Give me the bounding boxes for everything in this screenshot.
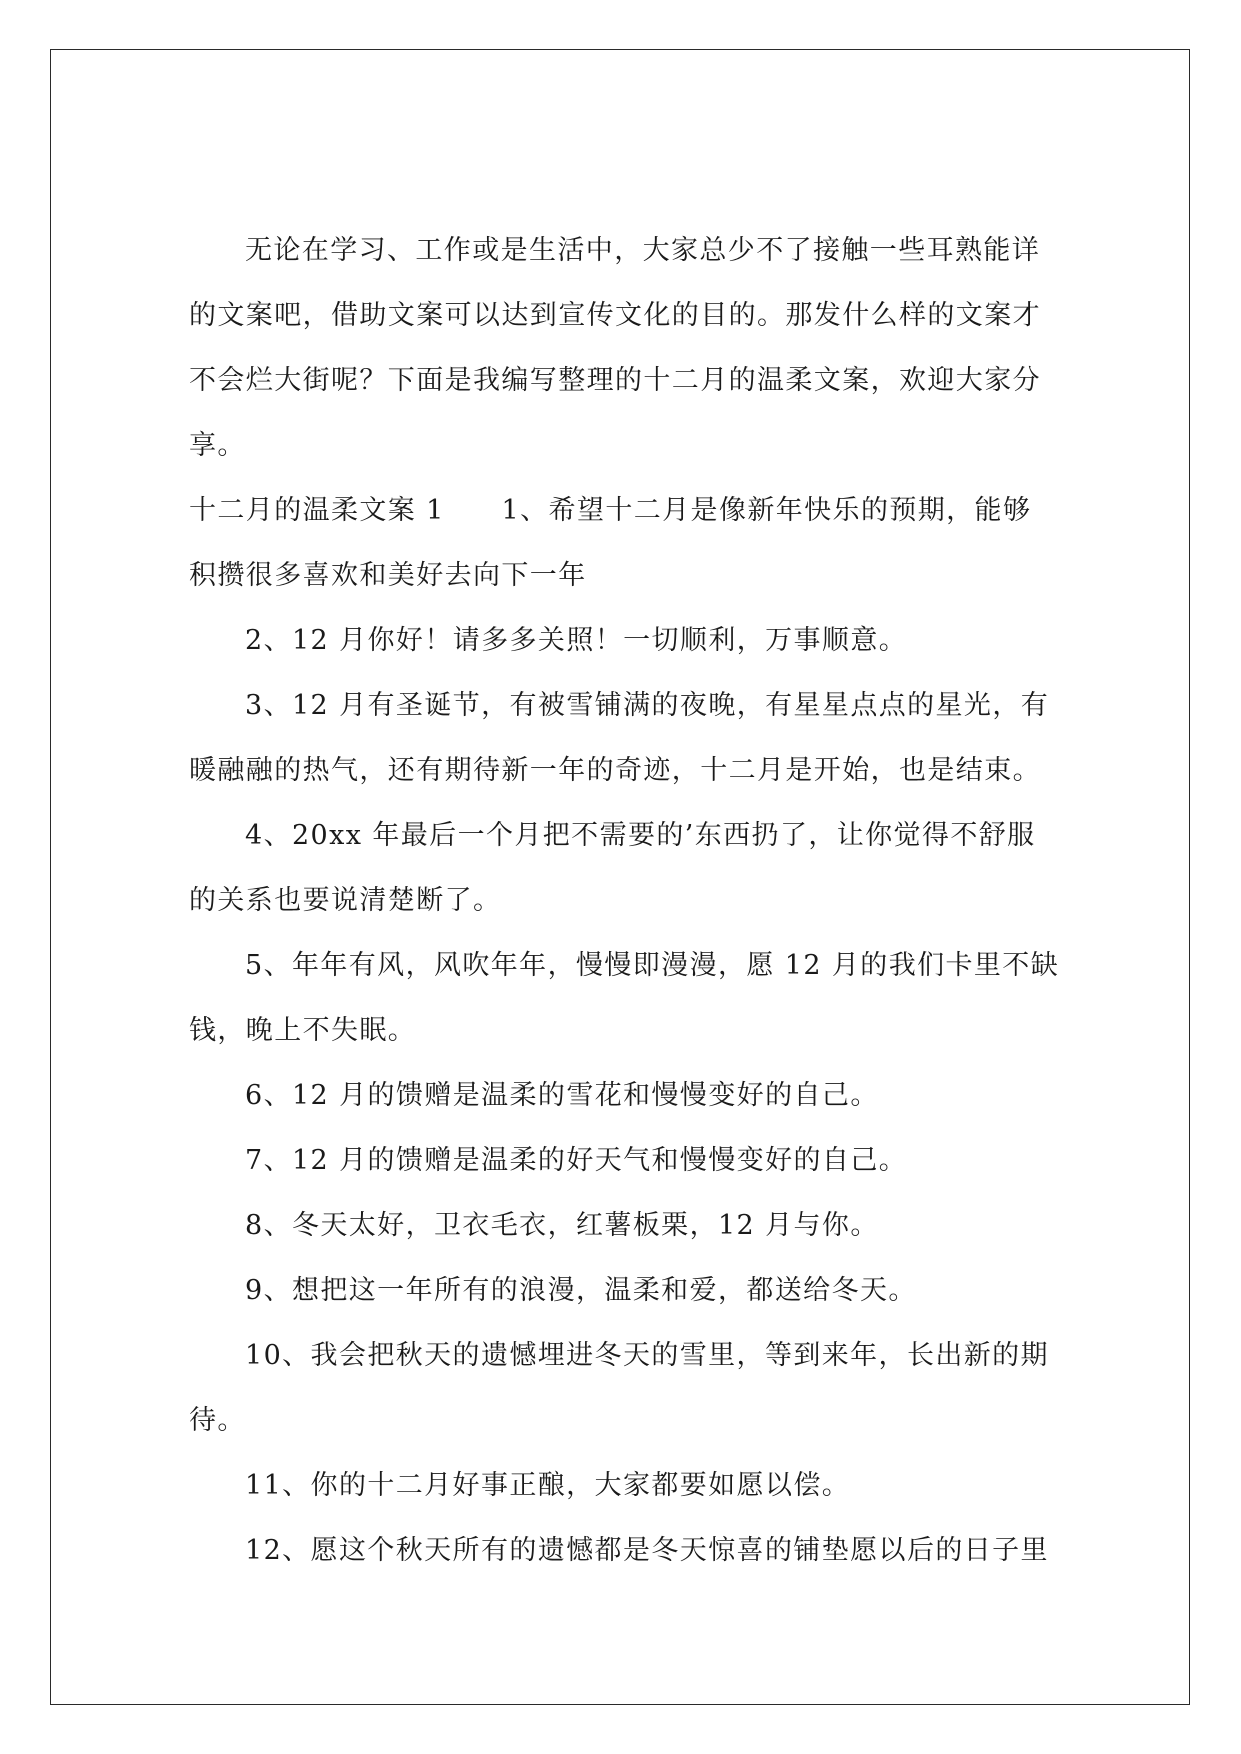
item-10-line-2: 待。 xyxy=(189,1405,246,1436)
item-4-line-2: 的关系也要说清楚断了。 xyxy=(189,885,502,916)
intro-line-4: 享。 xyxy=(189,430,246,461)
intro-line-1: 无论在学习、工作或是生活中，大家总少不了接触一些耳熟能详 xyxy=(245,235,1041,266)
item-3-line-1: 3、12 月有圣诞节，有被雪铺满的夜晚，有星星点点的星光，有 xyxy=(245,690,1050,721)
intro-line-2: 的文案吧，借助文案可以达到宣传文化的目的。那发什么样的文案才 xyxy=(189,300,1041,331)
item-9: 9、想把这一年所有的浪漫，温柔和爱，都送给冬天。 xyxy=(245,1275,917,1306)
item-11: 11、你的十二月好事正酿，大家都要如愿以偿。 xyxy=(245,1470,851,1501)
section-heading-line: 十二月的温柔文案 1 1、希望十二月是像新年快乐的预期，能够 xyxy=(189,495,1032,526)
item-12-line-1: 12、愿这个秋天所有的遗憾都是冬天惊喜的铺垫愿以后的日子里 xyxy=(245,1535,1049,1566)
item-7: 7、12 月的馈赠是温柔的好天气和慢慢变好的自己。 xyxy=(245,1145,908,1176)
item-2: 2、12 月你好！请多多关照！一切顺利，万事顺意。 xyxy=(245,625,908,656)
item-1-line-2: 积攒很多喜欢和美好去向下一年 xyxy=(189,560,587,591)
item-10-line-1: 10、我会把秋天的遗憾埋进冬天的雪里，等到来年，长出新的期 xyxy=(245,1340,1049,1371)
item-6: 6、12 月的馈赠是温柔的雪花和慢慢变好的自己。 xyxy=(245,1080,879,1111)
item-8: 8、冬天太好，卫衣毛衣，红薯板栗，12 月与你。 xyxy=(245,1210,879,1241)
intro-line-3: 不会烂大街呢？下面是我编写整理的十二月的温柔文案，欢迎大家分 xyxy=(189,365,1041,396)
item-5-line-2: 钱，晚上不失眠。 xyxy=(189,1015,417,1046)
item-3-line-2: 暖融融的热气，还有期待新一年的奇迹，十二月是开始，也是结束。 xyxy=(189,755,1041,786)
item-4-line-1: 4、20xx 年最后一个月把不需要的’东西扔了，让你觉得不舒服 xyxy=(245,820,1036,851)
item-5-line-1: 5、年年有风，风吹年年，慢慢即漫漫，愿 12 月的我们卡里不缺 xyxy=(245,950,1060,981)
